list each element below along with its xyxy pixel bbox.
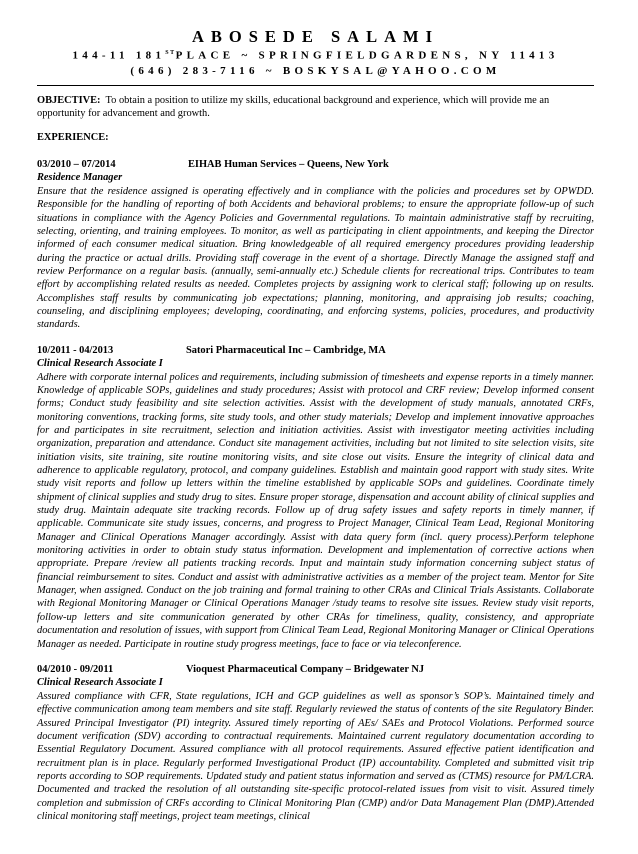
resume-header [37,28,594,79]
header-divider [37,85,594,86]
job-description: Ensure that the residence assigned is operating effectively and in compliance with the policies and procedures set by OPWDD. Responsible for the handling of reporting of both Accidents and behavioral problems; to ensure the appropriate follow-up of such situations in compliance with the Agency Policies and Governmental regulations. To maintain administrative staff by recruiting, selecting, orienting, and training employees. To monitor, as well as participating in client appointments, and keeping the Director informed of each consumer medical situation. Bring knowledgeable of all required emergency procedures providing leadership during the practice or actual drills. Providing staff coverage in the event of a shortage. Directly Manage the assigned staff and review Performance on a regular basis. (annually, semi-annually etc.) Schedule clients for recreational trips. Contributes to team effort by accomplishing related results as needed. Completes projects by assigning work to clerical staff; following up on results. Accomplishes staff results by communicating job expectations; planning, monitoring, and appraising job results; coaching, counseling, and disciplining employees; developing, coordinating, and enforcing systems, policies, procedures, and productivity standards. [37,185,594,331]
job-role: Clinical Research Associate I [37,677,163,689]
job-employer: Vioquest Pharmaceutical Company – Bridgewater NJ [186,663,425,675]
job-role: Clinical Research Associate I [37,358,163,370]
address-suffix: ST [165,50,176,56]
objective-section [37,94,594,121]
objective-text: To obtain a position to utilize my skills, educational background and experience, which will provide me an opportunity for advancement and growth. [37,94,550,120]
job-employer: EIHAB Human Services – Queens, New York [188,158,389,170]
job-entry [37,158,594,332]
job-description: Adhere with corporate internal polices and requirements, including submission of timesheets and expense reports in a timely manner. Knowledge of applicable SOPs, guidelines and study procedures; Assist with protocol and CRF review; Develop informed consent forms; Conduct study feasibility and site selection activities. Assist with the development of study manuals, annotated CRFs, monitoring conventions, tracking forms, site study tools, and other study materials; Develop and implement innovative approaches for and participates in site recruitment, selection and initiation activities. Assist with investigator meeting activities including organization, preparation and attendance. Conduct site management activities, including but not limited to site selection visits, site initiation visits, site training, site routine monitoring visits, and site close out visits. Ensure the integrity of clinical data and adherence to applicable regulatory, protocol, and company guidelines. Establish and maintain good rapport with study sites. Write study visit reports and follow up letters within the timeline established by applicable SOPs and guidelines. Coordinate timely shipment of clinical supplies and study drug to sites. Ensure proper storage, dispensation and account ability of clinical supplies and study drug. Maintain adequate site tracking records. Follow up of drug safety issues and safety reports in timely manner, if applicable. Communicate site study issues, concerns, and progress to Project Manager, Clinical Team Lead, Regional Monitoring Manager and Clinical Operations Manager accordingly. Assist with data query form (incl. query process).Perform telephone monitoring activities in order to obtain study status information. Development and implementation of corrective actions when appropriate. Prepare /review all patients tracking records. Input and maintain study information concerning subject status of financial reimbursement to sites. Conduct and assist with administrative activities as a member of the project team. Mentor for Site Manager, when assigned. Conduct on the job training and formal training to other CRAs and Clinical Trials Assistants. Collaborate with Regional Monitoring Manager or Clinical Operations Manager /study teams to resolve site issues. Review study visit reports, follow-up letters and site communication generated by other CRAs for timeliness, quality, consistency, and appropriate documentation and resolution of issues, with support from Clinical Team Lead, Regional Monitoring Manager or Clinical Operations Manager as needed. Participate in routine study progress meetings, face to face or via teleconference. [37,371,594,650]
resume-page [0,28,638,854]
job-header [37,344,594,358]
job-entry [37,344,594,651]
address-rest: PLACE ~ SPRINGFIELDGARDENS, NY 11413 [175,49,559,62]
job-description: Assured compliance with CFR, State regulations, ICH and GCP guidelines as well as sponsor’s SOP’s. Maintained timely and effective communication among team members and site staff. Regularly reviewed the status of contents of the site Regulatory Binder. Assured Principal Investigator (PI) integrity. Assured timely reporting of AEs/ SAEs and Protocol Violations. Performed source document verification (SDV) according to contractual requirements. Maintained current regulatory documentation according to Essential Regulatory Document. Assured compliance with all protocol requirements. Assured effective patient identification and recruitment plan is in place. Regularly performed Investigational Product (IP) accountability. Completed and submitted visit trip reports according to SOP requirements. Updated study and patient status information and served as (CTMS) resource for PM/LCRA. Documented and tracked the resolution of all outstanding site-specific protocol-related issues from visit to visit. Assured timely completion and submission of CRFs according to Clinical Monitoring Plan (CMP) and/or Data Management Plan (DMP).Attended clinical monitoring staff meetings, project team meetings, clinical [37,690,594,822]
job-entry [37,663,594,823]
address-line [37,46,594,64]
contact-line: (646) 283-7116 ~ BOSKYSAL@YAHOO.COM [130,64,501,77]
job-role: Residence Manager [37,172,123,184]
objective-label: OBJECTIVE: [37,94,101,106]
job-dates: 10/2011 - 04/2013 [37,344,114,356]
job-dates: 04/2010 - 09/2011 [37,663,114,675]
candidate-name: ABOSEDE SALAMI [192,27,439,46]
address-street-number: 144-11 181 [72,49,166,62]
job-dates: 03/2010 – 07/2014 [37,158,116,170]
experience-heading: EXPERIENCE: [37,131,109,143]
job-employer: Satori Pharmaceutical Inc – Cambridge, MA [186,344,386,356]
job-header [37,158,594,172]
job-header [37,663,594,677]
